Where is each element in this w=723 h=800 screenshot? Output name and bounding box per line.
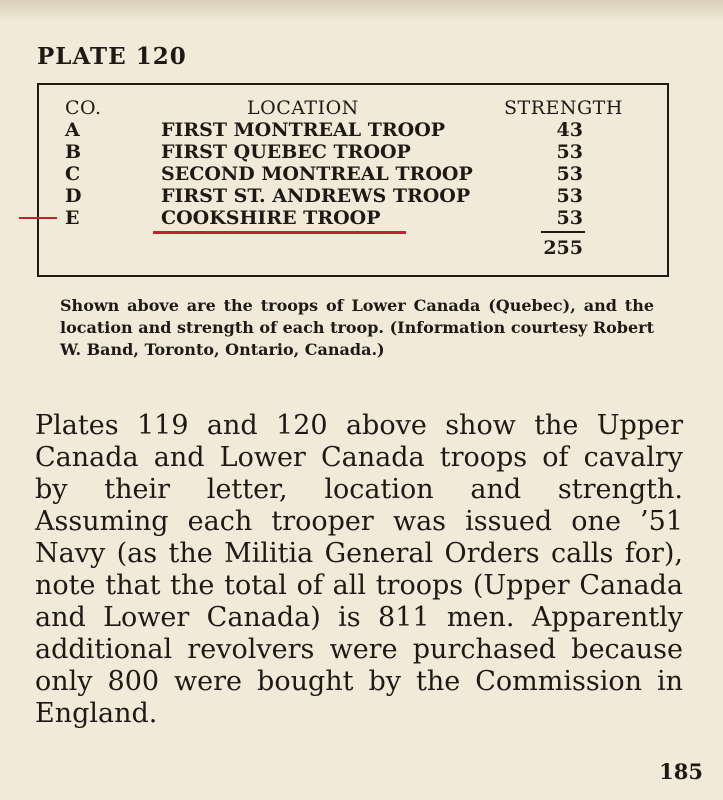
row-a-strength: 43 — [556, 119, 583, 141]
row-c-location: SECOND MONTREAL TROOP — [161, 163, 473, 185]
page-top-shadow — [0, 0, 723, 22]
row-e-strength: 53 — [556, 207, 583, 229]
total-rule — [541, 231, 585, 233]
body-paragraph: Plates 119 and 120 above show the Upper Canada and Lower Canada troops of cavalry by their letter, location and strength. Assuming each trooper was issued one ’51 Navy (as the Militia General Orders calls for), note that the total of all troops (Upper Canada and Lower Canada) is 811 men. Apparently additional revolvers were purchased because only 800 were bought by the Commission in England. — [35, 410, 683, 729]
row-a-location: FIRST MONTREAL TROOP — [161, 119, 446, 141]
row-e-co: E — [65, 207, 80, 229]
row-c-strength: 53 — [556, 163, 583, 185]
row-a-co: A — [65, 119, 80, 141]
plate-title: PLATE 120 — [37, 43, 187, 70]
page-number: 185 — [659, 759, 703, 784]
red-pen-underline — [153, 231, 406, 234]
row-d-location: FIRST ST. ANDREWS TROOP — [161, 185, 471, 207]
row-b-location: FIRST QUEBEC TROOP — [161, 141, 411, 163]
red-pen-margin-mark — [19, 217, 57, 219]
row-d-strength: 53 — [556, 185, 583, 207]
row-b-strength: 53 — [556, 141, 583, 163]
header-location: LOCATION — [247, 97, 359, 119]
header-strength: STRENGTH — [504, 97, 623, 119]
troop-table — [37, 83, 669, 277]
row-d-co: D — [65, 185, 82, 207]
row-c-co: C — [65, 163, 81, 185]
row-b-co: B — [65, 141, 82, 163]
total-strength: 255 — [543, 237, 583, 259]
header-co: CO. — [65, 97, 102, 119]
plate-caption: Shown above are the troops of Lower Canada (Quebec), and the location and strength of each troop. (Information courtesy Robert W. Band, Toronto, Ontario, Canada.) — [60, 296, 654, 359]
row-e-location: COOKSHIRE TROOP — [161, 207, 381, 229]
